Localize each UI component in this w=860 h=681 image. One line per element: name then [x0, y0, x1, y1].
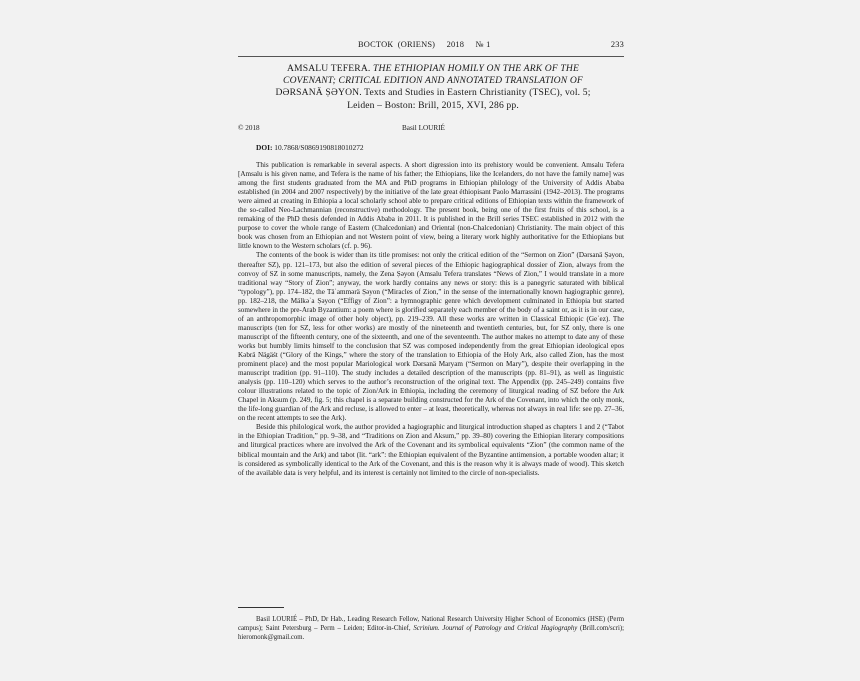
title-line-1: AMSALU TEFERA. THE ETHIOPIAN HOMILY ON THE ARK OF THE — [286, 63, 580, 74]
page-number: 233 — [610, 40, 624, 49]
running-head — [226, 40, 624, 52]
review-author: Basil LOURIÉ — [402, 124, 445, 132]
title-line-3: DƏRSANÄ ṢƏYON. Texts and Studies in Eastern Christianity (TSEC), vol. 5; — [275, 87, 591, 99]
title-line-2: COVENANT; CRITICAL EDITION AND ANNOTATED TRANSLATION OF — [283, 75, 583, 87]
document-page — [226, 30, 632, 650]
paragraph-1: This publication is remarkable in several aspects. A short digression into its prehistory would be convenient. Amsalu Tefera [Amsalu is his given name, and Tefera is the name of his father; the Ethiopians, like the Icelanders, do not have the family name] was among the first students graduated from the MA and PhD programs in Ethiopian philology of the University of Addis Ababa established (in 2004 and 2007 respectively) by the initiative of the late great éthiopisant Paolo Marrassini (1942–2013). The programs were aimed at creating in Ethiopia a local scholarly school able to prepare critical editions of Ethiopian texts within the framework of the so-called Neo-Lachmannian (reconstructive) methodology. The present book, being one of the first fruits of this school, is a remaking of the PhD thesis defended in Addis Ababa in 2011. It is published in the Brill series TSEC established in 2012 with the purpose to cover the whole range of Eastern (Chalcedonian) and Oriental (non-Chalcedonian) Christianity. The main object of this book was chosen from an Ethiopian and not Western point of view, being a literary work highly authoritative for the Ethiopians but little known to the Western scholars (cf. p. 96). — [238, 161, 624, 251]
author-footnote: Basil LOURIÉ – PhD, Dr Hab., Leading Research Fellow, National Research University Higher School of Economics (HSE) (Perm campus); Saint Petersburg – Perm – Leiden; Editor-in-Chief, Scrinium. Journal of Patrology and Critical Hagiography (Brill.com/scri); hieromonk@gmail.com. — [238, 616, 625, 642]
copyright: © 2018 — [238, 124, 260, 132]
title-line-4: Leiden – Boston: Brill, 2015, XVI, 286 pp. — [347, 99, 519, 111]
review-title — [244, 63, 622, 112]
doi-label: DOI: — [256, 143, 273, 152]
paragraph-3: Beside this philological work, the author provided a hagiographic and liturgical introduction shaped as chapters 1 and 2 (“Tabot in the Ethiopian Tradition,” pp. 9–38, and “Traditions on Zion and Aksum,” pp. 39–80) covering the Ethiopian literary compositions and liturgical practices where are involved the Ark of the Covenant and its symbolical equivalents “Zion” (the common name of the biblical mountain and the Ark) and tabot (lit. “ark”: the Ethiopian equivalent of the Byzantine antimension, a portable wooden altar; it is considered as symbolically identical to the Ark of the Covenant, and this is the reason why it is always made of wood). This sketch of the available data is very helpful, and its interest is certainly not limited to the circle of non-specialists. — [238, 423, 624, 477]
doi-line — [256, 143, 364, 152]
doi-value: 10.7868/S0869190818010272 — [272, 143, 364, 152]
review-body — [238, 161, 624, 478]
journal-name: ВОСТОК (ORIENS) 2018 № 1 — [358, 40, 491, 49]
footnote-rule — [238, 607, 284, 608]
header-rule — [238, 56, 624, 57]
paragraph-2: The contents of the book is wider than its title promises: not only the critical edition of the “Sermon on Zion” (Dərsanä Ṣəyon, thereafter SZ), pp. 121–173, but also the edition of several pieces of the Ethiopic hagiographical dossier of Zion, always from the convoy of SZ in some manuscripts, namely, the Zena Ṣəyon (Amsalu Tefera translates “News of Zion,” I would translate in a more traditional way “Story of Zion”; anyway, the work hardly contains any news or story: this is a panegyric saturated with biblical “typology”), pp. 174–182, the Täʾammərä Ṣəyon (“Miracles of Zion,” in the sense of the internationally known hagiographic genre), pp. 182–218, the Mälkəʾa Ṣəyon (“Effigy of Zion”: a hymnographic genre which development culminated in Ethiopia but started somewhere in the pre-Arab Byzantium: a poem where is glorified separately each member of the body of a saint or, as it is in our case, of an anthropomorphic image of other holy object), pp. 219–239. All these works are written in Classical Ethiopic (Geʿez). The manuscripts (ten for SZ, less for other works) are mostly of the nineteenth and twentieth centuries, but, for SZ only, there is one manuscript of the fifteenth century, one of the sixteenth, and one of the seventeenth. The author makes no attempt to date any of these works but humbly limits himself to the conclusion that SZ was composed independently from the great Ethiopian ideological epos Kəbrä Nägäśt (“Glory of the Kings,” where the story of the translation to Ethiopia of the Holy Ark, also called Zion, has the most prominent place) and the most popular Mariological work Dərsanä Maryam (“Sermon on Mary”), despite their overlapping in the manuscript tradition (pp. 91–110). The study includes a detailed description of the manuscripts (pp. 81–91), as well as linguistic analysis (pp. 110–120) which serves to the author’s reconstruction of the original text. The Appendix (pp. 245–249) contains five colour illustrations related to the topic of Zion/Ark in Ethiopia, including the ceremony of liturgical reading of SZ before the Ark Chapel in Aksum (p. 249, fig. 5; this chapel is a separate building constructed for the Ark of the Covenant, into which the only monk, the life-long guardian of the Ark and recluse, is allowed to enter – at least, theoretically, whereas not always in real life: see pp. 27–36, on the recent attempts to see the Ark). — [238, 251, 624, 423]
